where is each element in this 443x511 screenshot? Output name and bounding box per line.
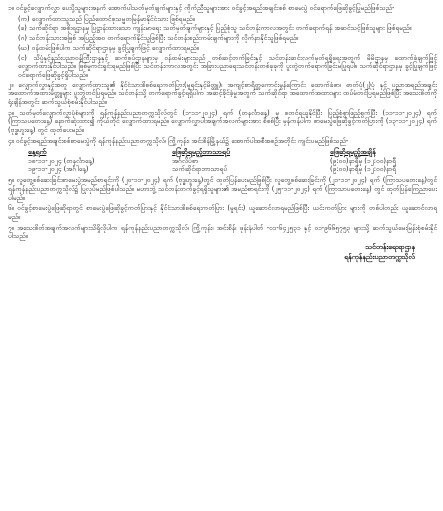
paragraph-number: ၂။: [8, 80, 14, 89]
requirement-item: (က) လျှောက်ထားသူသည် ပြည်ထောင်စုသမ္မတမြန်မာနိုင်ငံသား ဖြစ်ရမည်။: [18, 14, 195, 23]
requirement-item: (ခ) သက်ဆိုင်ရာ အစိုးရဌာနမှ ပြဋ္ဌာန်းထားသော ကျန်းမာရေး သတ်မှတ်ချက်များနှင့် ပြည့်စုံသူ သင်တန်းကာလအတွင်း တက်ရောက်ရန် အဆင်သင့်ဖြစ်သူများ ဖြစ်ရမည်။: [18, 24, 412, 33]
schedule-header-subject: ဖြေဆိုရမည့်ဘာသာရပ်: [172, 147, 230, 156]
paragraph-5: [8, 176, 437, 202]
signature-department: သင်တန်းရေးရာဌာန: [365, 243, 415, 252]
schedule-header-time: ဖြေဆိုရမည့်အချိန်: [330, 147, 376, 156]
paragraph-1: [8, 4, 437, 13]
paragraph-text: သတ်မှတ်လျှောက်လွှာပုံစံများကို ရန်ကုန်နည်းပညာတက္ကသိုလ်တွင် (၁-၁၁-၂၀၂၄) ရက် (တနင်္လာနေ့) မှ စတင်ရယူနိုင်ပြီး ပြည့်စုံစွာဖြည့်စွက်ပြီး (၁၁-၁၁-၂၀၂၄) ရက် (ကြာသပတေးနေ့) နောက်ဆုံးထား၍ ကိုယ်တိုင် လျှောက်ထားရမည်။ လျှောက်လွှာပါအချက်အလက်များအား စိစစ်ပြီး မှန်ကန်ပါက စာမေးပွဲဖြေဆိုခွင့်ကတ်ပြားကို (၁၃-၁၁-၂၀၂၄) ရက် (ဗုဒ္ဓဟူးနေ့) တွင် ထုတ်ပေးမည်။: [8, 108, 437, 135]
schedule-time: (၉:၀၀)နာရီမှ (၁၂:၀၀)နာရီ: [330, 156, 396, 165]
schedule-row: [8, 165, 437, 174]
requirement-item: (ဂ) သင်တန်းသားအဖြစ် အပြည့်အဝ တက်ရောက်နိုင်သူဖြစ်ပြီး သင်တန်းစည်းကမ်းချက်များကို လိုက်နာနိုင်သူဖြစ်ရမည်။: [18, 34, 299, 43]
paragraph-4: [8, 137, 437, 146]
schedule-header-row: [8, 148, 437, 157]
paragraph-number: ၅။: [8, 176, 14, 185]
schedule-header-date: နေ့ရက်: [28, 147, 47, 156]
paragraph-text: ဝင်ခွင့်အရည်အချင်းစစ်စာမေးပွဲကို ရန်ကုန်နည်းပညာတက္ကသိုလ်၊ ကြို့ကုန်း၊ အင်းစိန်မြို့နယ်၌ အောက်ပါအစီအစဉ်အတိုင်း ကျင်းပမည်ဖြစ်သည်-: [15, 136, 349, 145]
paragraph-3: [8, 109, 437, 135]
paragraph-number: ၆။: [8, 204, 14, 213]
paragraph-text: လူတွေ့စစ်ဆေးခြင်းစာမေးပွဲအမည်စာရင်းကို (၂၀-၁၁-၂၀၂၄) ရက် (ဗုဒ္ဓဟူးနေ့)တွင် ထုတ်ပြန်ပေးမည်ဖြစ်ပြီး လူတွေ့စစ်ဆေးခြင်းကို (၂၁-၁၁-၂၀၂၄) ရက် (ကြာသပတေးနေ့)တွင် ရန်ကုန်နည်းပညာတက္ကသိုလ်၌ ပြုလုပ်မည်ဖြစ်ပါသည်။ မဟာဘွဲ့ သင်တန်းတက်ခွင့်ရရှိသူများ၏ အမည်စာရင်းကို (၂၅-၁၁-၂၀၂၄) ရက် (ကြာသာပတေးနေ့) တွင် ထုတ်ပြန်ကြေညာပေးပါမည်။: [8, 176, 437, 202]
requirement-item: (ဃ) ဝန်ထမ်းဖြစ်ပါက သက်ဆိုင်ရာဌာနမှ ခွင့်ပြုချက်ဖြင့် လျှောက်ထားရမည်။: [18, 43, 199, 52]
paragraph-text: လျှောက်လွှာနှင့်အတူ လျှောက်ထားသူ၏ နိုင်ငံသားစိစစ်ရေးကတ်ပြား(မူရင်းနှင့်မိတ္တူ)၊ အကျင့်စာရိတ္တကောင်းမွန်ကြောင်း ထောက်ခံစာ၊ ဓာတ်ပုံ(၂)ပုံ နှင့် ပညာအရည်အချင်း အထောက်အထားမိတ္တူများ ပူးတွဲတင်ပြရမည်။ သင်တန်းသို့ တက်ရောက်ခွင့်ရရှိပါက အဆင့်ခိုင်ခံ့မှုအတွက် သက်ဆိုင်ရာ အထောက်အထားများ ထပ်မံတင်ပြရမည်ဖြစ်ပြီး အသေးစိတ်ကို ရုံးချိန်အတွင်း ဆက်သွယ်စုံစမ်းနိုင်ပါသည်။: [8, 80, 437, 107]
paragraph-number: ၁။: [8, 4, 14, 12]
paragraph-6: [8, 204, 437, 221]
paragraph-text: ဝင်ခွင့်စာမေးပွဲဖြေဆိုရာတွင် စာမေးပွဲဖြေဆိုခွင့်ကတ်ပြားနှင့် နိုင်ငံသားစိစစ်ရေးကတ်ပြား (မူရင်း) ယူဆောင်လာရမည်ဖြစ်ပြီး ယင်းကတ်ပြား များကို တစ်ပါတည်း ယူဆောင်လာရမည်။: [8, 204, 437, 221]
signature-university: ရန်ကုန်နည်းပညာတက္ကသိုလ်: [344, 252, 415, 261]
paragraph-text: ဝင်ခွင့်လျှောက်လွှာ ပေးပို့သူများအနက် အောက်ပါသတ်မှတ်ချက်များနှင့် ကိုက်ညီသူများအား ဝင်ခွင့်အရည်အချင်းစစ် စာမေးပွဲ ဝင်ရောက်ဖြေဆိုခွင့်ပြုမည်ဖြစ်သည်-: [15, 4, 395, 12]
paragraph-2: [8, 81, 437, 107]
schedule-date: ၁၈-၁၁-၂၀၂၄ (တနင်္လာနေ့): [28, 156, 95, 165]
paragraph-number: ၃။: [8, 108, 14, 117]
signature-block: [8, 243, 437, 262]
paragraph-text: အသေးစိတ်အချက်အလက်များသိရှိလိုပါက ရန်ကုန်နည်းပညာတက္ကသိုလ်၊ ကြို့ကုန်း၊ အင်းစိန်၊ ဖုန်းနံပါတ် -၀၁-၆၄၂၅၃၁ နှင့် ၀၁-၉၆၆၅၇၅၃ များသို့ ဆက်သွယ်မေးမြန်းစုံစမ်းနိုင်ပါသည်။: [8, 223, 437, 241]
schedule-subject: အင်္ဂလိပ်စာ: [172, 156, 199, 165]
schedule-row: [8, 157, 437, 166]
schedule-date: ၁၉-၁၁-၂၀၂၄ (အင်္ဂါနေ့): [28, 165, 89, 174]
schedule-time: (၉:၀၀)နာရီမှ (၁၂:၀၀)နာရီ: [330, 165, 396, 174]
requirement-item: (င) သိပ္ပံနှင့်နည်းပညာဝန်ကြီးဌာနနှင့် ဆက်စပ်ဌာနများမှ ဝန်ထမ်းများသည် တစ်ဆင့်တက်ခြင်းနှင့် သင်တန်းဆင်းလက်မှတ်ရရှိရေးအတွက် မိမိဌာနမှ ထောက်ခံချက်ဖြင့် လျှောက်ထားနိုင်ပါသည်။ ဖြစ်မှုကင်းရှင်းရမည်ဖြစ်ပြီး သင်တန်းကာလအတွင်း အခြားပညာရေးသင်တန်းတစ်ခုခုကို ပူးတွဲတက်ရောက်ခြင်းမပြုရပါ။ သက်ဆိုင်ရာဌာနမှ ခွင့်ပြုချက်ဖြင့် ဝင်ရောက်ဖြေဆိုခွင့်ရှိပါသည်။: [18, 53, 437, 79]
exam-schedule: [8, 148, 437, 175]
paragraph-number: ၇။: [8, 223, 14, 232]
paragraph-number: ၄။: [8, 136, 14, 145]
schedule-subject: သက်ဆိုင်ရာဘာသာရပ်: [172, 165, 228, 174]
paragraph-7: [8, 224, 437, 241]
